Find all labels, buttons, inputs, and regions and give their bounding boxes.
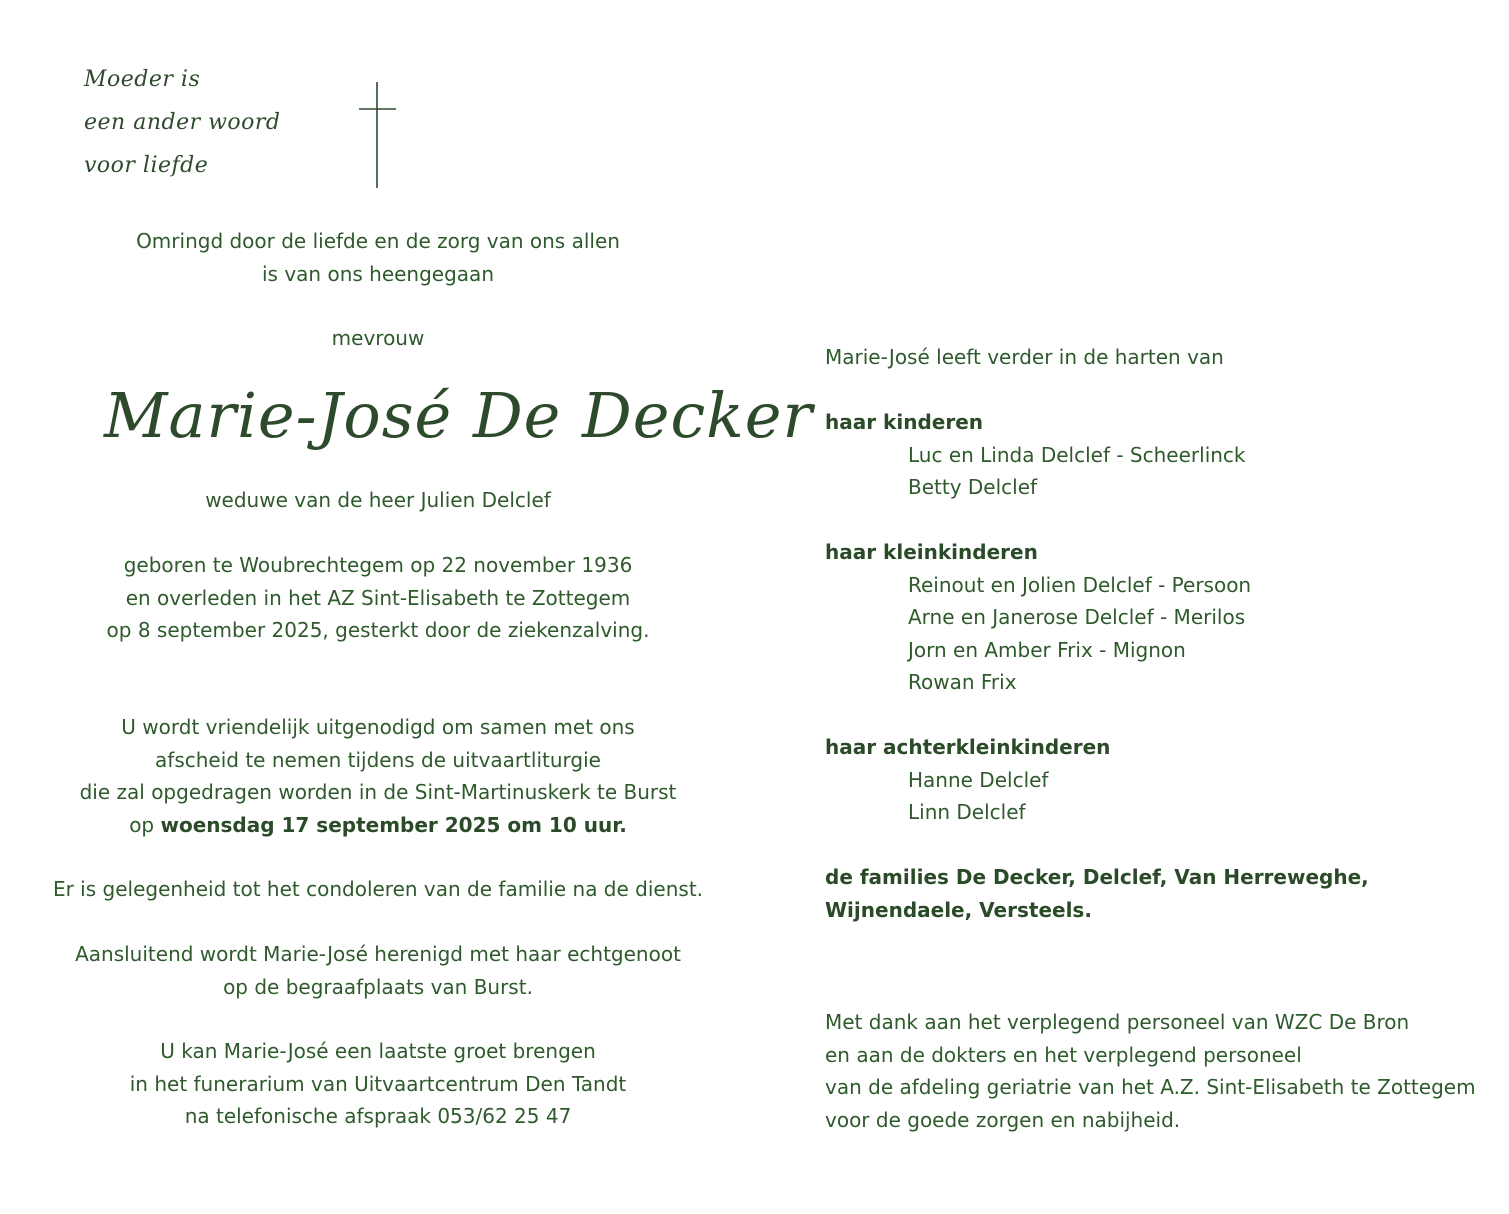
invitation-date: woensdag 17 september 2025 om 10 uur. — [160, 812, 627, 837]
title-prefix-block — [0, 322, 756, 355]
quote-line: een ander woord — [84, 110, 281, 135]
thanks-line: van de afdeling geriatrie van het A.Z. Sint-Elisabeth te Zottegem — [825, 1075, 1476, 1099]
birth-death-line: op 8 september 2025, gesterkt door de ziekenzalving. — [106, 618, 650, 642]
intro-line: Omringd door de liefde en de zorg van ons allen — [136, 229, 620, 253]
visit-line: in het funerarium van Uitvaartcentrum Den Tandt — [129, 1071, 627, 1096]
condolence-block — [0, 873, 756, 906]
great-grandchild-item: Linn Delclef — [908, 800, 1026, 824]
handwritten-quote — [84, 58, 334, 187]
child-item: Betty Delclef — [908, 475, 1038, 499]
invitation-prefix: op — [129, 812, 161, 837]
visit — [0, 1035, 756, 1133]
visit-line: na telefonische afspraak 053/62 25 47 — [184, 1104, 572, 1128]
intro — [0, 225, 756, 290]
grandchild-item: Rowan Frix — [908, 670, 1017, 694]
thanks-line: voor de goede zorgen en nabijheid. — [825, 1107, 1181, 1132]
grandchildren-heading: haar kleinkinderen — [825, 540, 1038, 564]
widow-line: weduwe van de heer Julien Delclef — [205, 488, 551, 512]
family-intro: Marie-José leeft verder in de harten van — [825, 345, 1224, 369]
burial — [0, 938, 756, 1003]
invitation-line: afscheid te nemen tijdens de uitvaartliturgie — [155, 747, 601, 772]
quote-line: Moeder is — [84, 67, 201, 92]
grandchild-item: Jorn en Amber Frix - Mignon — [908, 637, 1186, 662]
spacer — [825, 374, 1485, 407]
birth-death-line: geboren te Woubrechtegem op 22 november 1936 — [123, 553, 633, 577]
thanks — [825, 1006, 1485, 1136]
invitation-line: die zal opgedragen worden in de Sint-Martinuskerk te Burst — [79, 780, 677, 804]
child-item: Luc en Linda Delclef - Scheerlinck — [908, 442, 1246, 467]
condolence-line: Er is gelegenheid tot het condoleren van de familie na de dienst. — [52, 877, 704, 901]
families-line: de families De Decker, Delclef, Van Herreweghe, — [825, 865, 1369, 889]
intro-line: is van ons heengegaan — [262, 261, 494, 286]
quote-line: voor liefde — [84, 153, 209, 178]
birth-death — [0, 549, 756, 647]
thanks-line: Met dank aan het verplegend personeel van WZC De Bron — [825, 1010, 1410, 1034]
grandchild-item: Arne en Janerose Delclef - Merilos — [908, 605, 1246, 629]
invitation — [0, 711, 756, 841]
spacer — [825, 504, 1485, 537]
burial-line: op de begraafplaats van Burst. — [223, 974, 533, 999]
invitation-date-line — [0, 809, 756, 842]
birth-death-line: en overleden in het AZ Sint-Elisabeth te Zottegem — [125, 585, 631, 610]
title-prefix: mevrouw — [331, 326, 425, 350]
invitation-line: U wordt vriendelijk uitgenodigd om samen met ons — [121, 715, 635, 739]
burial-line: Aansluitend wordt Marie-José herenigd met haar echtgenoot — [75, 942, 681, 966]
visit-line: U kan Marie-José een laatste groet brengen — [160, 1039, 596, 1063]
family-list — [825, 341, 1485, 926]
widow-block — [0, 484, 756, 517]
deceased-name: Marie-José De Decker — [104, 379, 814, 452]
grandchild-item: Reinout en Jolien Delclef - Persoon — [908, 572, 1252, 597]
great-grandchild-item: Hanne Delclef — [908, 767, 1049, 792]
families-line: Wijnendaele, Versteels. — [825, 897, 1092, 922]
great-grandchildren-heading: haar achterkleinkinderen — [825, 735, 1111, 759]
spacer — [825, 699, 1485, 732]
children-heading: haar kinderen — [825, 410, 983, 434]
cross-icon — [358, 82, 398, 190]
thanks-line: en aan de dokters en het verplegend personeel — [825, 1042, 1302, 1067]
spacer — [825, 829, 1485, 862]
